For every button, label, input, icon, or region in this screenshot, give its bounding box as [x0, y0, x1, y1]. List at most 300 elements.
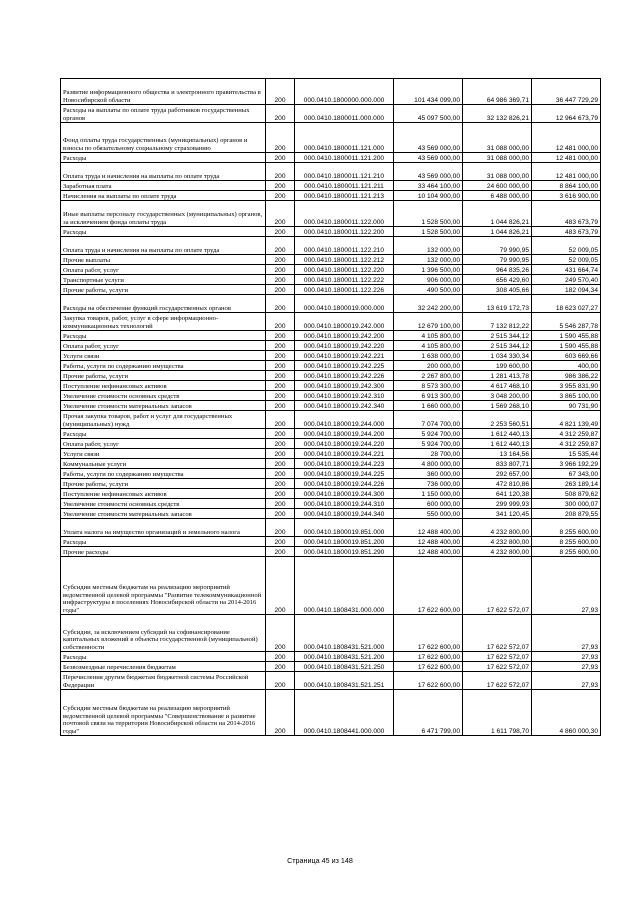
row-kbk-cell: 000.0410.1800019.242.221	[295, 351, 394, 361]
row-approved-cell: 4 800 000,00	[394, 459, 463, 469]
row-code-cell: 200	[266, 509, 295, 519]
table-row	[61, 672, 601, 690]
row-remaining-cell: 12 481 000,00	[532, 153, 601, 163]
row-kbk-cell: 000.0410.1808431.521.200	[295, 652, 394, 662]
row-remaining-cell: 483 673,79	[532, 201, 601, 227]
row-name-cell: Транспортные услуги	[61, 275, 266, 285]
table-row	[61, 479, 601, 489]
row-name-cell: Расходы	[61, 537, 266, 547]
row-code-cell: 200	[266, 371, 295, 381]
row-name-cell: Прочие работы, услуги	[61, 371, 266, 381]
page-number-footer: Страница 45 из 148	[287, 856, 353, 865]
row-code-cell: 200	[266, 459, 295, 469]
row-executed-cell: 31 088 000,00	[463, 153, 532, 163]
row-executed-cell: 833 807,71	[463, 459, 532, 469]
table-row	[61, 557, 601, 615]
row-executed-cell: 7 132 812,22	[463, 313, 532, 331]
row-approved-cell: 4 105 800,00	[394, 331, 463, 341]
row-remaining-cell: 4 312 259,87	[532, 429, 601, 439]
budget-table	[60, 78, 601, 736]
row-executed-cell: 4 232 800,00	[463, 519, 532, 537]
row-name-cell: Субсидии местным бюджетам на реализацию мероприятий ведомственной целевой программы "Развитие телекоммуникационной инфраструктуры в поселениях Новосибирской области на 2014-2016 годы"	[61, 557, 266, 615]
row-executed-cell: 1 044 826,21	[463, 201, 532, 227]
row-kbk-cell: 000.0410.1800019.242.300	[295, 381, 394, 391]
row-remaining-cell: 4 312 259,87	[532, 439, 601, 449]
row-remaining-cell: 12 964 673,79	[532, 105, 601, 123]
row-remaining-cell: 182 094,34	[532, 285, 601, 295]
row-code-cell: 200	[266, 227, 295, 237]
row-name-cell: Фонд оплаты труда государственных (муниципальных) органов и взносы по обязательному социальному страхованию	[61, 123, 266, 153]
row-name-cell: Расходы на выплаты по оплате труда работников государственных органов	[61, 105, 266, 123]
row-name-cell: Прочие работы, услуги	[61, 285, 266, 295]
row-name-cell: Оплата труда и начисления на выплаты по оплате труда	[61, 237, 266, 255]
table-row	[61, 509, 601, 519]
row-code-cell: 200	[266, 411, 295, 429]
row-name-cell: Перечисления другим бюджетам бюджетной системы Российской Федерации	[61, 672, 266, 690]
row-approved-cell: 7 074 700,00	[394, 411, 463, 429]
row-remaining-cell: 3 616 900,00	[532, 191, 601, 201]
row-kbk-cell: 000.0410.1800019.244.221	[295, 449, 394, 459]
row-name-cell: Работы, услуги по содержанию имущества	[61, 361, 266, 371]
row-executed-cell: 17 622 572,07	[463, 652, 532, 662]
row-kbk-cell: 000.0410.1800011.122.222	[295, 275, 394, 285]
row-kbk-cell: 000.0410.1800019.244.310	[295, 499, 394, 509]
row-kbk-cell: 000.0410.1800019.244.220	[295, 439, 394, 449]
row-executed-cell: 31 088 000,00	[463, 123, 532, 153]
row-code-cell: 200	[266, 547, 295, 557]
table-row	[61, 331, 601, 341]
row-remaining-cell: 27,93	[532, 662, 601, 672]
row-remaining-cell: 263 189,14	[532, 479, 601, 489]
row-kbk-cell: 000.0410.1800019.244.340	[295, 509, 394, 519]
row-name-cell: Уплата налога на имущество организаций и земельного налога	[61, 519, 266, 537]
row-approved-cell: 5 924 700,00	[394, 429, 463, 439]
table-row	[61, 429, 601, 439]
row-code-cell: 200	[266, 557, 295, 615]
row-approved-cell: 28 700,00	[394, 449, 463, 459]
table-row	[61, 411, 601, 429]
table-row	[61, 201, 601, 227]
row-remaining-cell: 52 009,05	[532, 237, 601, 255]
row-remaining-cell: 986 386,22	[532, 371, 601, 381]
table-row	[61, 371, 601, 381]
row-name-cell: Расходы	[61, 652, 266, 662]
row-code-cell: 200	[266, 652, 295, 662]
row-approved-cell: 200 000,00	[394, 361, 463, 371]
row-approved-cell: 17 622 600,00	[394, 672, 463, 690]
row-approved-cell: 12 679 100,00	[394, 313, 463, 331]
row-code-cell: 200	[266, 123, 295, 153]
row-executed-cell: 641 120,38	[463, 489, 532, 499]
table-row	[61, 547, 601, 557]
row-code-cell: 200	[266, 79, 295, 105]
row-remaining-cell: 208 879,55	[532, 509, 601, 519]
row-remaining-cell: 508 879,62	[532, 489, 601, 499]
row-kbk-cell: 000.0410.1800019.242.340	[295, 401, 394, 411]
row-name-cell: Оплата работ, услуг	[61, 439, 266, 449]
row-approved-cell: 10 104 900,00	[394, 191, 463, 201]
row-remaining-cell: 400,00	[532, 361, 601, 371]
row-kbk-cell: 000.0410.1800011.121.000	[295, 123, 394, 153]
table-row	[61, 295, 601, 313]
row-executed-cell: 964 835,26	[463, 265, 532, 275]
row-executed-cell: 2 253 560,51	[463, 411, 532, 429]
row-code-cell: 200	[266, 237, 295, 255]
row-kbk-cell: 000.0410.1800019.242.225	[295, 361, 394, 371]
row-executed-cell: 308 405,66	[463, 285, 532, 295]
row-name-cell: Увеличение стоимости основных средств	[61, 499, 266, 509]
row-approved-cell: 12 488 400,00	[394, 547, 463, 557]
row-executed-cell: 299 999,93	[463, 499, 532, 509]
row-name-cell: Иные выплаты персоналу государственных (муниципальных) органов, за исключением фонда оплаты труда	[61, 201, 266, 227]
row-executed-cell: 1 611 798,70	[463, 690, 532, 736]
row-approved-cell: 132 000,00	[394, 237, 463, 255]
row-executed-cell: 3 048 200,00	[463, 391, 532, 401]
row-remaining-cell: 67 343,00	[532, 469, 601, 479]
table-row	[61, 227, 601, 237]
row-code-cell: 200	[266, 163, 295, 181]
row-code-cell: 200	[266, 181, 295, 191]
table-row	[61, 391, 601, 401]
row-executed-cell: 24 600 000,00	[463, 181, 532, 191]
row-remaining-cell: 8 255 600,00	[532, 537, 601, 547]
row-executed-cell: 1 281 413,78	[463, 371, 532, 381]
row-executed-cell: 1 034 330,34	[463, 351, 532, 361]
table-row	[61, 285, 601, 295]
row-name-cell: Увеличение стоимости материальных запасов	[61, 401, 266, 411]
row-approved-cell: 490 500,00	[394, 285, 463, 295]
row-approved-cell: 101 434 099,00	[394, 79, 463, 105]
row-name-cell: Прочая закупка товаров, работ и услуг для государственных (муниципальных) нужд	[61, 411, 266, 429]
row-kbk-cell: 000.0410.1800019.244.200	[295, 429, 394, 439]
table-row	[61, 255, 601, 265]
row-name-cell: Расходы	[61, 153, 266, 163]
row-code-cell: 200	[266, 265, 295, 275]
row-name-cell: Безвозмездные перечисления бюджетам	[61, 662, 266, 672]
row-executed-cell: 79 990,95	[463, 237, 532, 255]
row-executed-cell: 17 622 572,07	[463, 662, 532, 672]
table-row	[61, 652, 601, 662]
row-name-cell: Услуги связи	[61, 351, 266, 361]
row-name-cell: Начисления на выплаты по оплате труда	[61, 191, 266, 201]
row-approved-cell: 12 488 400,00	[394, 519, 463, 537]
row-code-cell: 200	[266, 449, 295, 459]
row-kbk-cell: 000.0410.1800011.122.210	[295, 237, 394, 255]
table-row	[61, 489, 601, 499]
row-approved-cell: 5 924 700,00	[394, 439, 463, 449]
row-remaining-cell: 15 535,44	[532, 449, 601, 459]
row-name-cell: Поступление нефинансовых активов	[61, 381, 266, 391]
row-approved-cell: 1 528 500,00	[394, 227, 463, 237]
row-name-cell: Развитие информационного общества и электронного правительства в Новосибирской области	[61, 79, 266, 105]
row-remaining-cell: 12 481 000,00	[532, 163, 601, 181]
row-approved-cell: 1 638 000,00	[394, 351, 463, 361]
row-code-cell: 200	[266, 401, 295, 411]
row-code-cell: 200	[266, 489, 295, 499]
row-approved-cell: 736 000,00	[394, 479, 463, 489]
row-code-cell: 200	[266, 201, 295, 227]
row-kbk-cell: 000.0410.1800000.000.000	[295, 79, 394, 105]
row-kbk-cell: 000.0410.1808431.000.000	[295, 557, 394, 615]
row-executed-cell: 17 622 572,07	[463, 557, 532, 615]
row-code-cell: 200	[266, 313, 295, 331]
row-remaining-cell: 36 447 729,29	[532, 79, 601, 105]
row-name-cell: Увеличение стоимости основных средств	[61, 391, 266, 401]
row-kbk-cell: 000.0410.1800019.242.200	[295, 331, 394, 341]
table-row	[61, 351, 601, 361]
table-row	[61, 459, 601, 469]
row-code-cell: 200	[266, 519, 295, 537]
row-remaining-cell: 27,93	[532, 615, 601, 652]
row-remaining-cell: 3 955 831,90	[532, 381, 601, 391]
row-approved-cell: 4 105 800,00	[394, 341, 463, 351]
row-remaining-cell: 27,93	[532, 672, 601, 690]
row-code-cell: 200	[266, 285, 295, 295]
row-approved-cell: 550 000,00	[394, 509, 463, 519]
row-name-cell: Закупка товаров, работ, услуг в сфере информационно-коммуникационных технологий	[61, 313, 266, 331]
row-kbk-cell: 000.0410.1800019.244.223	[295, 459, 394, 469]
row-executed-cell: 6 488 000,00	[463, 191, 532, 201]
row-remaining-cell: 300 000,07	[532, 499, 601, 509]
row-executed-cell: 31 088 000,00	[463, 163, 532, 181]
row-code-cell: 200	[266, 191, 295, 201]
row-kbk-cell: 000.0410.1800011.121.200	[295, 153, 394, 163]
row-approved-cell: 45 097 500,00	[394, 105, 463, 123]
row-remaining-cell: 1 590 455,88	[532, 331, 601, 341]
row-executed-cell: 64 986 369,71	[463, 79, 532, 105]
row-name-cell: Оплата работ, услуг	[61, 341, 266, 351]
row-remaining-cell: 3 865 100,00	[532, 391, 601, 401]
row-name-cell: Расходы	[61, 227, 266, 237]
row-approved-cell: 360 000,00	[394, 469, 463, 479]
row-approved-cell: 1 150 000,00	[394, 489, 463, 499]
row-approved-cell: 12 488 400,00	[394, 537, 463, 547]
table-row	[61, 275, 601, 285]
row-kbk-cell: 000.0410.1808431.521.250	[295, 662, 394, 672]
row-executed-cell: 1 569 268,10	[463, 401, 532, 411]
row-code-cell: 200	[266, 381, 295, 391]
table-row	[61, 153, 601, 163]
table-row	[61, 163, 601, 181]
row-kbk-cell: 000.0410.1808431.521.000	[295, 615, 394, 652]
row-approved-cell: 17 622 600,00	[394, 652, 463, 662]
budget-table-body	[61, 79, 601, 736]
row-approved-cell: 17 622 600,00	[394, 557, 463, 615]
row-code-cell: 200	[266, 429, 295, 439]
row-kbk-cell: 000.0410.1800019.242.000	[295, 313, 394, 331]
row-kbk-cell: 000.0410.1800019.242.226	[295, 371, 394, 381]
row-executed-cell: 79 990,95	[463, 255, 532, 265]
row-remaining-cell: 8 255 600,00	[532, 519, 601, 537]
row-approved-cell: 1 528 500,00	[394, 201, 463, 227]
row-remaining-cell: 52 009,05	[532, 255, 601, 265]
table-row	[61, 181, 601, 191]
row-remaining-cell: 4 860 000,30	[532, 690, 601, 736]
row-kbk-cell: 000.0410.1800019.000.000	[295, 295, 394, 313]
row-name-cell: Прочие выплаты	[61, 255, 266, 265]
row-name-cell: Работы, услуги по содержанию имущества	[61, 469, 266, 479]
row-code-cell: 200	[266, 479, 295, 489]
row-remaining-cell: 603 669,66	[532, 351, 601, 361]
row-executed-cell: 13 164,56	[463, 449, 532, 459]
table-row	[61, 105, 601, 123]
table-row	[61, 499, 601, 509]
row-approved-cell: 600 000,00	[394, 499, 463, 509]
row-approved-cell: 132 000,00	[394, 255, 463, 265]
row-approved-cell: 1 660 000,00	[394, 401, 463, 411]
row-name-cell: Коммунальные услуги	[61, 459, 266, 469]
table-row	[61, 341, 601, 351]
row-approved-cell: 43 569 000,00	[394, 153, 463, 163]
row-executed-cell: 32 132 826,21	[463, 105, 532, 123]
row-executed-cell: 17 622 572,07	[463, 672, 532, 690]
table-row	[61, 265, 601, 275]
row-executed-cell: 4 617 468,10	[463, 381, 532, 391]
table-row	[61, 615, 601, 652]
row-name-cell: Оплата труда и начисления на выплаты по оплате труда	[61, 163, 266, 181]
row-kbk-cell: 000.0410.1800019.851.290	[295, 547, 394, 557]
table-row	[61, 519, 601, 537]
row-name-cell: Прочие работы, услуги	[61, 479, 266, 489]
row-remaining-cell: 90 731,90	[532, 401, 601, 411]
row-name-cell: Прочие расходы	[61, 547, 266, 557]
row-kbk-cell: 000.0410.1800019.244.300	[295, 489, 394, 499]
row-executed-cell: 17 622 572,07	[463, 615, 532, 652]
row-kbk-cell: 000.0410.1800011.122.220	[295, 265, 394, 275]
row-executed-cell: 1 612 440,13	[463, 429, 532, 439]
row-approved-cell: 1 396 500,00	[394, 265, 463, 275]
row-code-cell: 200	[266, 351, 295, 361]
row-code-cell: 200	[266, 499, 295, 509]
row-remaining-cell: 4 821 139,49	[532, 411, 601, 429]
row-kbk-cell: 000.0410.1800019.244.226	[295, 479, 394, 489]
row-kbk-cell: 000.0410.1800019.242.220	[295, 341, 394, 351]
row-name-cell: Оплата работ, услуг	[61, 265, 266, 275]
row-executed-cell: 656 429,60	[463, 275, 532, 285]
row-remaining-cell: 5 546 287,78	[532, 313, 601, 331]
row-kbk-cell: 000.0410.1800011.122.226	[295, 285, 394, 295]
row-remaining-cell: 8 864 100,00	[532, 181, 601, 191]
row-kbk-cell: 000.0410.1808441.000.000	[295, 690, 394, 736]
row-name-cell: Увеличение стоимости материальных запасов	[61, 509, 266, 519]
row-approved-cell: 906 000,00	[394, 275, 463, 285]
row-kbk-cell: 000.0410.1800011.121.211	[295, 181, 394, 191]
row-name-cell: Расходы	[61, 429, 266, 439]
row-remaining-cell: 431 664,74	[532, 265, 601, 275]
row-executed-cell: 4 232 800,00	[463, 537, 532, 547]
row-code-cell: 200	[266, 361, 295, 371]
table-row	[61, 381, 601, 391]
row-name-cell: Субсидии местным бюджетам на реализацию мероприятий ведомственной целевой программы "Совершенствование и развитие почтовой связи на территории Новосибирской области на 2014-2016 годы"	[61, 690, 266, 736]
row-executed-cell: 341 120,45	[463, 509, 532, 519]
row-code-cell: 200	[266, 615, 295, 652]
row-code-cell: 200	[266, 255, 295, 265]
row-kbk-cell: 000.0410.1800019.851.200	[295, 537, 394, 547]
row-code-cell: 200	[266, 439, 295, 449]
row-code-cell: 200	[266, 331, 295, 341]
table-row	[61, 79, 601, 105]
table-row	[61, 237, 601, 255]
row-code-cell: 200	[266, 295, 295, 313]
row-remaining-cell: 12 481 000,00	[532, 123, 601, 153]
row-code-cell: 200	[266, 153, 295, 163]
row-kbk-cell: 000.0410.1808431.521.251	[295, 672, 394, 690]
table-row	[61, 439, 601, 449]
row-approved-cell: 17 622 600,00	[394, 615, 463, 652]
row-name-cell: Субсидии, за исключением субсидий на софинансирование капитальных вложений в объекты государственной (муниципальной) собственности	[61, 615, 266, 652]
row-remaining-cell: 27,93	[532, 557, 601, 615]
row-kbk-cell: 000.0410.1800011.122.200	[295, 227, 394, 237]
row-approved-cell: 33 464 100,00	[394, 181, 463, 191]
row-code-cell: 200	[266, 537, 295, 547]
row-name-cell: Расходы	[61, 331, 266, 341]
row-remaining-cell: 1 590 455,88	[532, 341, 601, 351]
table-row	[61, 401, 601, 411]
row-name-cell: Поступление нефинансовых активов	[61, 489, 266, 499]
table-row	[61, 449, 601, 459]
row-remaining-cell: 27,93	[532, 652, 601, 662]
row-approved-cell: 43 569 000,00	[394, 163, 463, 181]
table-row	[61, 690, 601, 736]
row-kbk-cell: 000.0410.1800019.851.000	[295, 519, 394, 537]
row-executed-cell: 199 600,00	[463, 361, 532, 371]
row-code-cell: 200	[266, 469, 295, 479]
row-kbk-cell: 000.0410.1800011.121.210	[295, 163, 394, 181]
row-executed-cell: 13 619 172,73	[463, 295, 532, 313]
row-code-cell: 200	[266, 672, 295, 690]
row-kbk-cell: 000.0410.1800019.244.225	[295, 469, 394, 479]
row-approved-cell: 6 913 300,00	[394, 391, 463, 401]
table-row	[61, 313, 601, 331]
row-executed-cell: 4 232 800,00	[463, 547, 532, 557]
row-code-cell: 200	[266, 662, 295, 672]
row-kbk-cell: 000.0410.1800011.121.213	[295, 191, 394, 201]
row-kbk-cell: 000.0410.1800011.000.000	[295, 105, 394, 123]
row-remaining-cell: 483 673,79	[532, 227, 601, 237]
row-approved-cell: 17 622 600,00	[394, 662, 463, 672]
row-code-cell: 200	[266, 341, 295, 351]
row-approved-cell: 43 569 000,00	[394, 123, 463, 153]
row-executed-cell: 1 044 826,21	[463, 227, 532, 237]
row-approved-cell: 32 242 200,00	[394, 295, 463, 313]
row-executed-cell: 2 515 344,12	[463, 331, 532, 341]
row-code-cell: 200	[266, 690, 295, 736]
table-row	[61, 361, 601, 371]
row-executed-cell: 472 810,86	[463, 479, 532, 489]
table-row	[61, 123, 601, 153]
row-executed-cell: 1 612 440,13	[463, 439, 532, 449]
table-row	[61, 662, 601, 672]
row-kbk-cell: 000.0410.1800019.242.310	[295, 391, 394, 401]
row-kbk-cell: 000.0410.1800011.122.212	[295, 255, 394, 265]
row-approved-cell: 2 267 800,00	[394, 371, 463, 381]
row-name-cell: Заработная плата	[61, 181, 266, 191]
row-code-cell: 200	[266, 275, 295, 285]
table-row	[61, 191, 601, 201]
row-remaining-cell: 8 255 600,00	[532, 547, 601, 557]
row-code-cell: 200	[266, 105, 295, 123]
row-approved-cell: 8 573 300,00	[394, 381, 463, 391]
table-row	[61, 537, 601, 547]
row-remaining-cell: 249 570,40	[532, 275, 601, 285]
row-name-cell: Расходы на обеспечение функций государственных органов	[61, 295, 266, 313]
row-name-cell: Услуги связи	[61, 449, 266, 459]
row-kbk-cell: 000.0410.1800019.244.000	[295, 411, 394, 429]
row-remaining-cell: 18 623 027,27	[532, 295, 601, 313]
row-remaining-cell: 3 966 192,29	[532, 459, 601, 469]
row-code-cell: 200	[266, 391, 295, 401]
row-approved-cell: 6 471 799,00	[394, 690, 463, 736]
